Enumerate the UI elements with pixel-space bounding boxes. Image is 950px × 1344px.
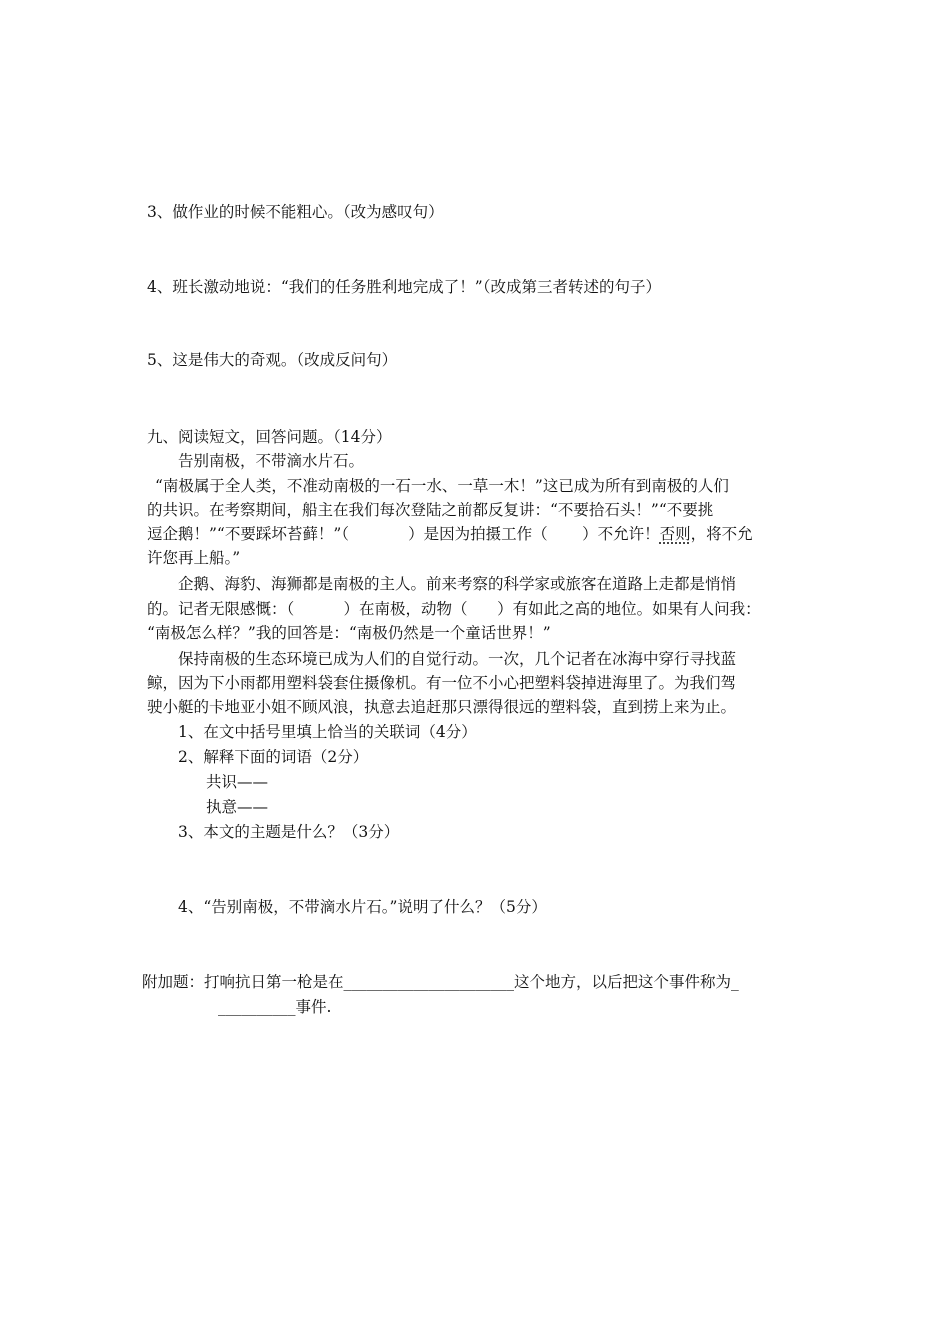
passage-p1-line3 xyxy=(147,524,753,544)
passage-p3-line1: 保持南极的生态环境已成为人们的自觉行动。一次，几个记者在冰海中穿行寻找蓝 xyxy=(178,650,737,668)
passage-p2-line2: 的。记者无限感慨：（ ）在南极，动物（ ）有如此之高的地位。如果有人问我： xyxy=(147,600,761,618)
passage-p1-line2: 的共识。在考察期间，船主在我们每次登陆之前都反复讲：“不要拾石头！”“不要挑 xyxy=(147,501,714,519)
term-gongshi: 共识—— xyxy=(206,773,269,791)
reading-q3: 3、本文的主题是什么？（3分） xyxy=(178,823,400,841)
passage-p1-line1: “南极属于全人类，不准动南极的一石一水、一草一木！”这已成为所有到南极的人们 xyxy=(155,477,729,495)
passage-p1-line4: 许您再上船。” xyxy=(147,549,241,567)
section8-q5: 5、这是伟大的奇观。（改成反问句） xyxy=(147,351,398,369)
bonus-line2: __________事件. xyxy=(218,998,332,1016)
p1-line3-text-end: ，将不允 xyxy=(690,525,753,543)
bonus-line1: 附加题：打响抗日第一枪是在______________________这个地方，以后把这个事件称为_ xyxy=(142,973,739,991)
reading-q1: 1、在文中括号里填上恰当的关联词（4分） xyxy=(178,723,477,741)
passage-p2-line1: 企鹅、海豹、海狮都是南极的主人。前来考察的科学家或旅客在道路上走都是悄悄 xyxy=(178,575,737,593)
section8-q3: 3、做作业的时候不能粗心。（改为感叹句） xyxy=(147,203,444,221)
passage-p3-line3: 驶小艇的卡地亚小姐不顾风浪，执意去追赶那只漂得很远的塑料袋，直到捞上来为止。 xyxy=(147,698,737,716)
reading-q4: 4、“告别南极，不带滴水片石。”说明了什么？（5分） xyxy=(178,898,547,916)
dotted-emphasis: 否则 xyxy=(659,525,691,543)
section9-heading: 九、阅读短文，回答问题。（14分） xyxy=(147,428,392,446)
term-zhiyi: 执意—— xyxy=(206,798,269,816)
passage-title: 告别南极，不带滴水片石。 xyxy=(178,452,365,470)
reading-q2: 2、解释下面的词语（2分） xyxy=(178,748,369,766)
p1-line3-text: 逗企鹅！”“不要踩坏苔藓！”（ ）是因为拍摄工作（ ）不允许！ xyxy=(147,525,660,543)
section8-q4: 4、班长激动地说：“我们的任务胜利地完成了！”（改成第三者转述的句子） xyxy=(147,278,661,296)
passage-p2-line3: “南极怎么样？”我的回答是：“南极仍然是一个童话世界！” xyxy=(147,624,551,642)
passage-p3-line2: 鲸，因为下小雨都用塑料袋套住摄像机。有一位不小心把塑料袋掉进海里了。为我们驾 xyxy=(147,674,737,692)
